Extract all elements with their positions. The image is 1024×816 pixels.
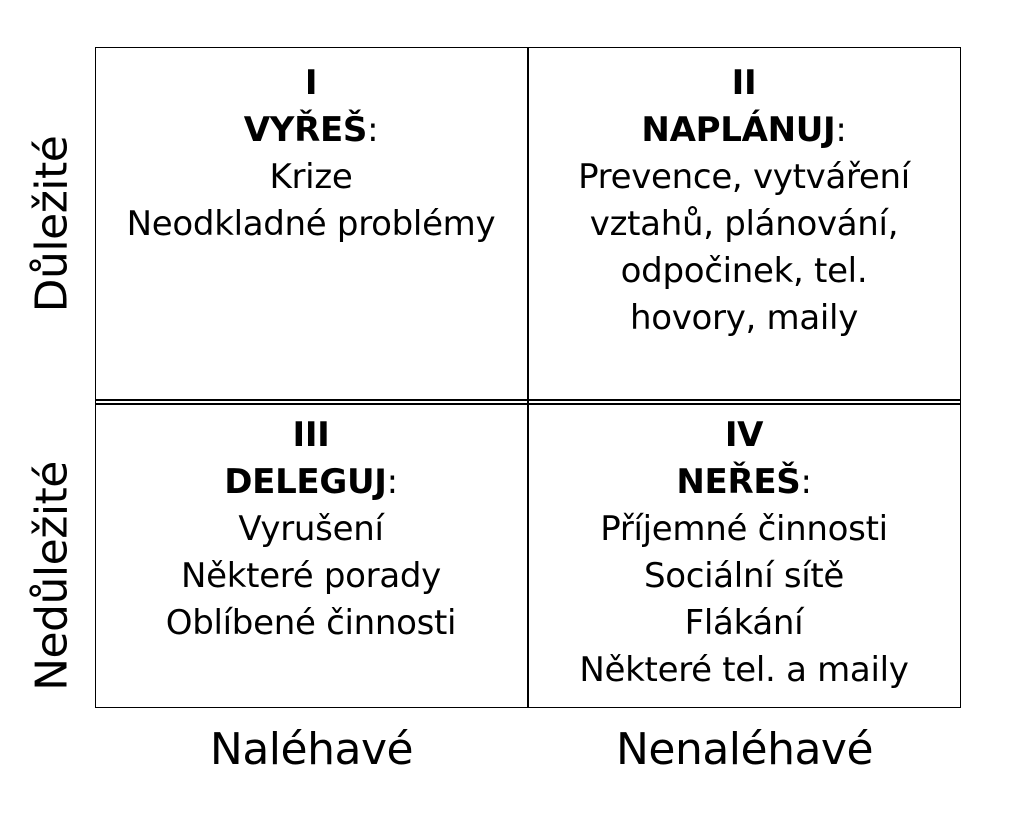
quadrant-3-item: Vyrušení bbox=[238, 509, 384, 549]
priority-matrix bbox=[95, 47, 961, 708]
quadrant-1 bbox=[95, 60, 527, 248]
quadrant-2-item: Prevence, vytváření bbox=[578, 157, 910, 197]
quadrant-3-item: Některé porady bbox=[181, 556, 441, 596]
horizontal-divider-upper bbox=[95, 399, 961, 401]
quadrant-2-colon: : bbox=[835, 110, 847, 150]
quadrant-1-number: I bbox=[304, 63, 318, 103]
quadrant-2 bbox=[528, 60, 960, 342]
quadrant-2-item: hovory, maily bbox=[629, 298, 859, 338]
quadrant-2-item: vztahů, plánování, bbox=[589, 204, 899, 244]
quadrant-4-heading bbox=[528, 459, 960, 506]
x-axis-label-urgent: Naléhavé bbox=[209, 724, 414, 775]
horizontal-divider-lower bbox=[95, 403, 961, 405]
quadrant-2-item: odpočinek, tel. bbox=[620, 251, 868, 291]
quadrant-1-item: Krize bbox=[269, 157, 353, 197]
quadrant-3-item: Oblíbené činnosti bbox=[165, 603, 457, 643]
quadrant-2-title: NAPLÁNUJ bbox=[641, 110, 836, 150]
y-axis-label-important: Důležité bbox=[26, 135, 78, 313]
quadrant-2-heading bbox=[528, 107, 960, 154]
quadrant-1-item: Neodkladné problémy bbox=[126, 204, 496, 244]
quadrant-3-number: III bbox=[292, 415, 330, 455]
quadrant-4-item: Příjemné činnosti bbox=[600, 509, 888, 549]
quadrant-3-heading bbox=[95, 459, 527, 506]
quadrant-4-item: Sociální sítě bbox=[643, 556, 845, 596]
quadrant-4-colon: : bbox=[800, 462, 812, 502]
x-axis-label-not-urgent: Nenaléhavé bbox=[615, 724, 874, 775]
quadrant-4-item: Flákání bbox=[684, 603, 804, 643]
quadrant-3 bbox=[95, 412, 527, 647]
quadrant-1-heading bbox=[95, 107, 527, 154]
quadrant-4 bbox=[528, 412, 960, 694]
quadrant-2-number: II bbox=[731, 63, 757, 103]
quadrant-1-title: VYŘEŠ bbox=[243, 110, 368, 150]
y-axis-label-unimportant: Nedůležité bbox=[26, 461, 78, 691]
quadrant-3-colon: : bbox=[386, 462, 398, 502]
quadrant-4-title: NEŘEŠ bbox=[676, 462, 801, 502]
quadrant-3-title: DELEGUJ bbox=[224, 462, 387, 502]
quadrant-1-colon: : bbox=[367, 110, 379, 150]
quadrant-4-number: IV bbox=[724, 415, 764, 455]
quadrant-4-item: Některé tel. a maily bbox=[579, 650, 909, 690]
